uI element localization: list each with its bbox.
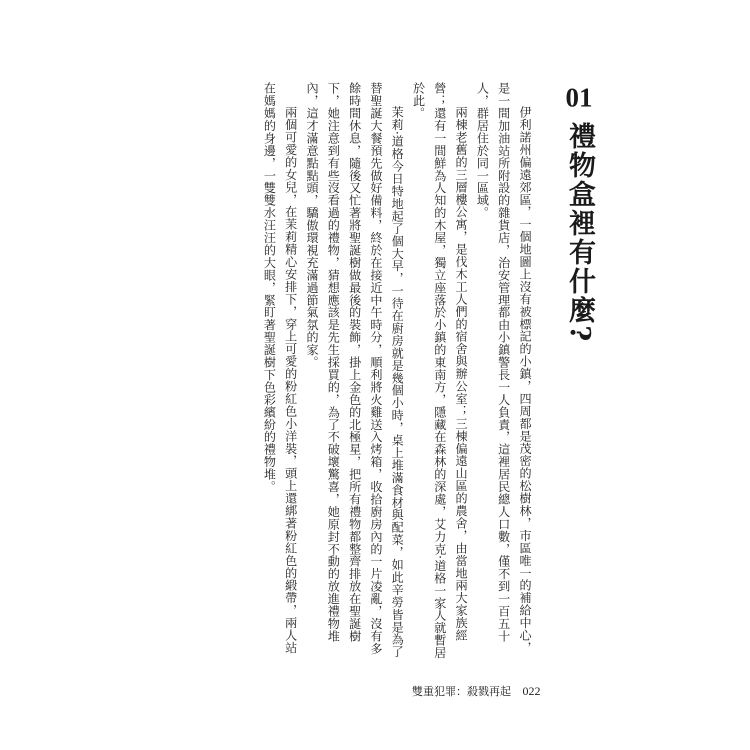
paragraph: 茉莉·道格今日特地起了個大早，一待在廚房就是幾個小時，桌上堆滿食材與配菜，如此辛勞皆是為了替聖誕大餐預先做好備料，終於在接近中午時分，順利將火雞送入烤箱，收拾廚房內的一片凌亂，沒有多餘時間休息，隨後又忙著將聖誕樹做最後的裝飾，掛上金色的北極星，把所有禮物都整齊排放在聖誕樹下，她注意到有些沒看過的禮物，猜想應該是先生採買的，為了不破壞驚喜，她原封不動的放進禮物堆內，這才滿意點點頭，驕傲環視充滿過節氣氛的家。	[305, 82, 405, 659]
paragraph: 兩棟老舊的三層樓公寓，是伐木工人們的宿舍與辦公室；三棟偏遠山區的農舍，由當地兩大家族經營；還有一間鮮為人知的木屋，獨立座落於小鎮的東南方，隱藏在森林的深處，艾力克·道格一家人就暫居於此。	[411, 82, 469, 659]
body-text	[258, 82, 535, 662]
book-title: 雙重犯罪：殺戮再起	[412, 685, 511, 698]
page-number: 022	[522, 684, 541, 698]
chapter-number: 01	[565, 84, 593, 111]
running-footer	[412, 683, 541, 699]
paragraph: 伊利諾州偏遠郊區，一個地圖上沒有被標記的小鎮，四周都是茂密的松樹林，市區唯一的補給中心，是一間加油站所附設的雜貨店，治安管理都由小鎮警長一人負責，這裡居民總人口數，僅不到一百五十人，群居住於同一區域。	[475, 82, 532, 654]
chapter-title: 禮物盒裡有什麼?	[564, 122, 595, 344]
chapter-heading	[565, 84, 593, 343]
paragraph: 兩個可愛的女兒，在茉莉精心安排下，穿上可愛的粉紅色小洋裝，頭上還綁著粉紅色的緞帶，兩人站在媽媽的身邊，一雙雙水汪汪的大眼，緊盯著聖誕樹下色彩繽紛的禮物堆。	[262, 82, 298, 654]
